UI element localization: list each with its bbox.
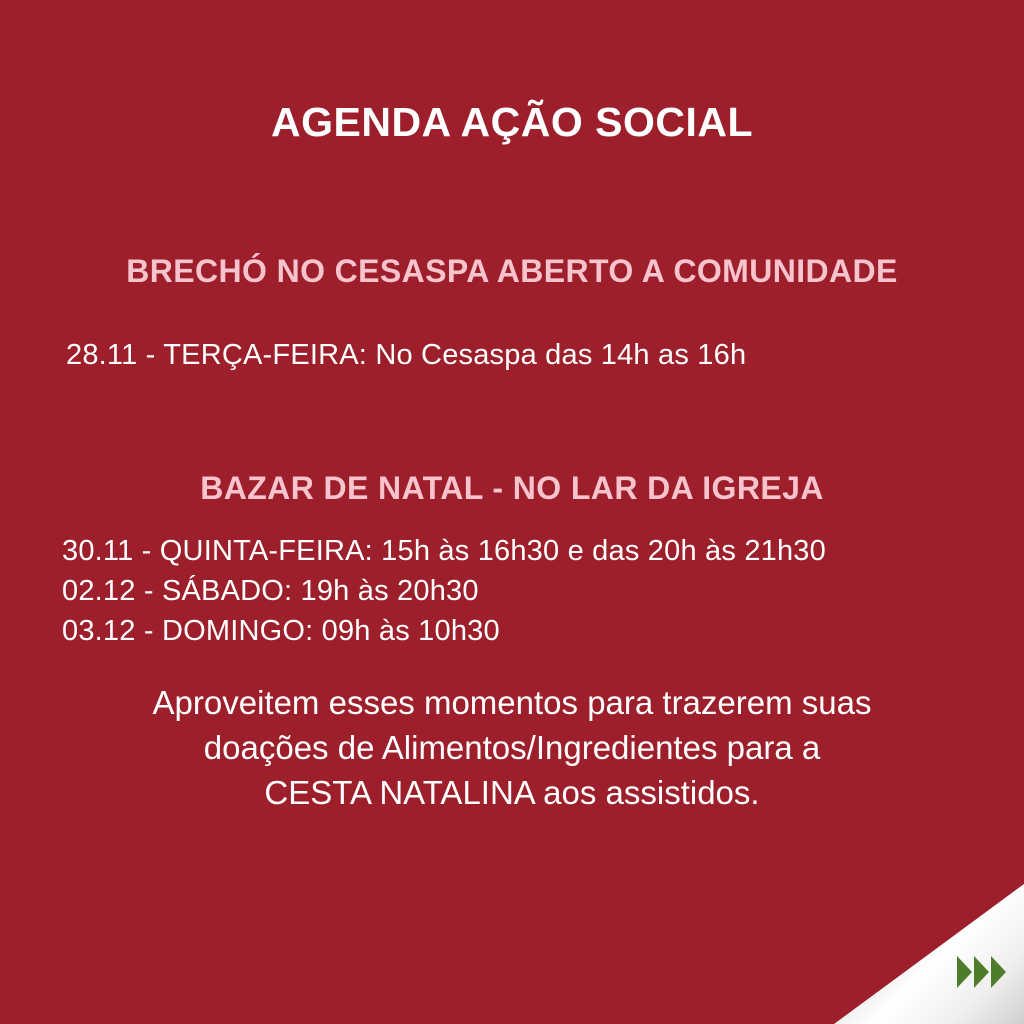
chevron-right-icon: [991, 956, 1006, 988]
section-heading-brecho: BRECHÓ NO CESASPA ABERTO A COMUNIDADE: [126, 253, 898, 289]
list-item: 03.12 - DOMINGO: 09h às 10h30: [62, 615, 500, 647]
page-curl-fold: [834, 884, 1024, 1024]
closing-line: CESTA NATALINA aos assistidos.: [264, 774, 760, 811]
closing-paragraph: [52, 680, 972, 815]
chevron-right-icon: [957, 956, 972, 988]
chevron-right-icon: [974, 956, 989, 988]
list-item: 30.11 - QUINTA-FEIRA: 15h às 16h30 e das 20h às 21h30: [62, 535, 826, 567]
section-bazar-schedule-list: [62, 531, 982, 651]
page-title: AGENDA AÇÃO SOCIAL: [270, 99, 754, 145]
section-brecho-schedule-line: 28.11 - TERÇA-FEIRA: No Cesaspa das 14h as 16h: [66, 339, 747, 371]
chevrons-right-icon[interactable]: [957, 956, 1006, 988]
closing-line: Aproveitem esses momentos para trazerem suas: [152, 684, 872, 721]
closing-line: doações de Alimentos/Ingredientes para a: [203, 729, 821, 766]
list-item: 02.12 - SÁBADO: 19h às 20h30: [62, 575, 479, 607]
section-heading-bazar: BAZAR DE NATAL - NO LAR DA IGREJA: [200, 470, 824, 506]
page-curl-decoration: [834, 884, 1024, 1024]
